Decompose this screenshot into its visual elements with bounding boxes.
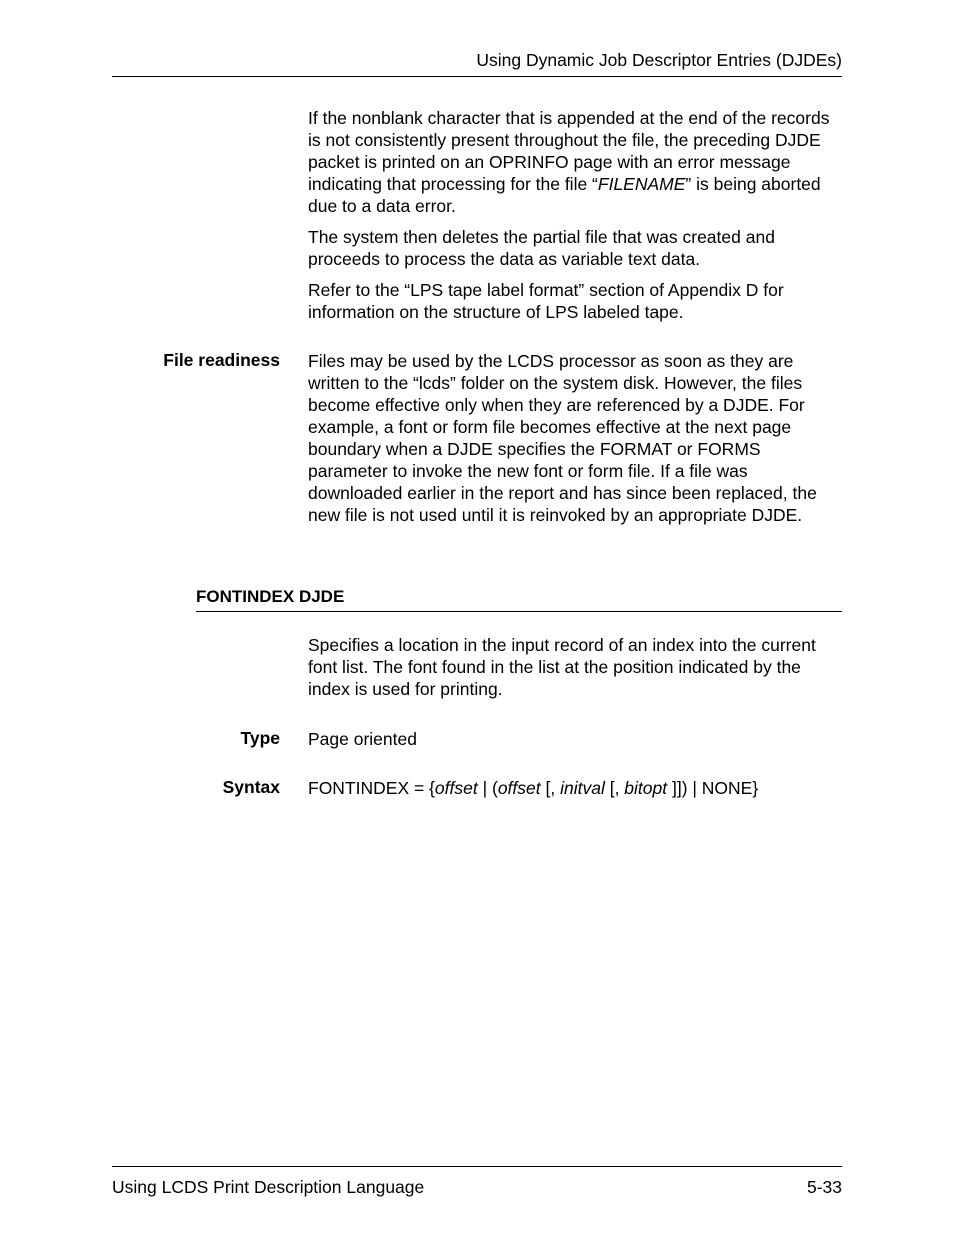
type-value: Page oriented xyxy=(308,729,417,749)
syntax-value: FONTINDEX = {offset | (offset [, initval [, bitopt ]]) | NONE} xyxy=(308,778,759,798)
type-label: Type xyxy=(240,728,280,748)
header-rule xyxy=(112,76,842,77)
filename-placeholder: FILENAME xyxy=(597,174,686,194)
intro-paragraph-1: If the nonblank character that is appended at the end of the records is not consistently present throughout the file, the preceding DJDE packet is printed on an OPRINFO page with an error message indicating that processing for the file “FILENAME” is being aborted due to a data error. xyxy=(308,108,830,216)
footer-rule xyxy=(112,1166,842,1167)
intro-block xyxy=(308,107,842,323)
section-description: Specifies a location in the input record of an index into the current font list. The font found in the list at the position indicated by the index is used for printing. xyxy=(308,635,816,699)
syntax-label: Syntax xyxy=(222,777,280,797)
intro-paragraph-2: The system then deletes the partial file that was created and proceeds to process the data as variable text data. xyxy=(308,227,775,269)
section-rule xyxy=(196,611,842,612)
running-header: Using Dynamic Job Descriptor Entries (DJDEs) xyxy=(476,50,842,70)
footer-title: Using LCDS Print Description Language xyxy=(112,1177,425,1197)
page-number: 5-33 xyxy=(806,1177,842,1197)
intro-paragraph-3: Refer to the “LPS tape label format” section of Appendix D for information on the structure of LPS labeled tape. xyxy=(308,280,784,322)
section-title: FONTINDEX DJDE xyxy=(196,587,345,606)
file-readiness-text: Files may be used by the LCDS processor as soon as they are written to the “lcds” folder on the system disk. However, the files become effective only when they are referenced by a DJDE. For example, a font or form file becomes effective at the next page boundary when a DJDE specifies the FORMAT or FORMS parameter to invoke the new font or form file. If a file was downloaded earlier in the report and has since been replaced, the new file is not used until it is reinvoked by an appropriate DJDE. xyxy=(308,351,817,525)
file-readiness-label: File readiness xyxy=(163,350,280,370)
